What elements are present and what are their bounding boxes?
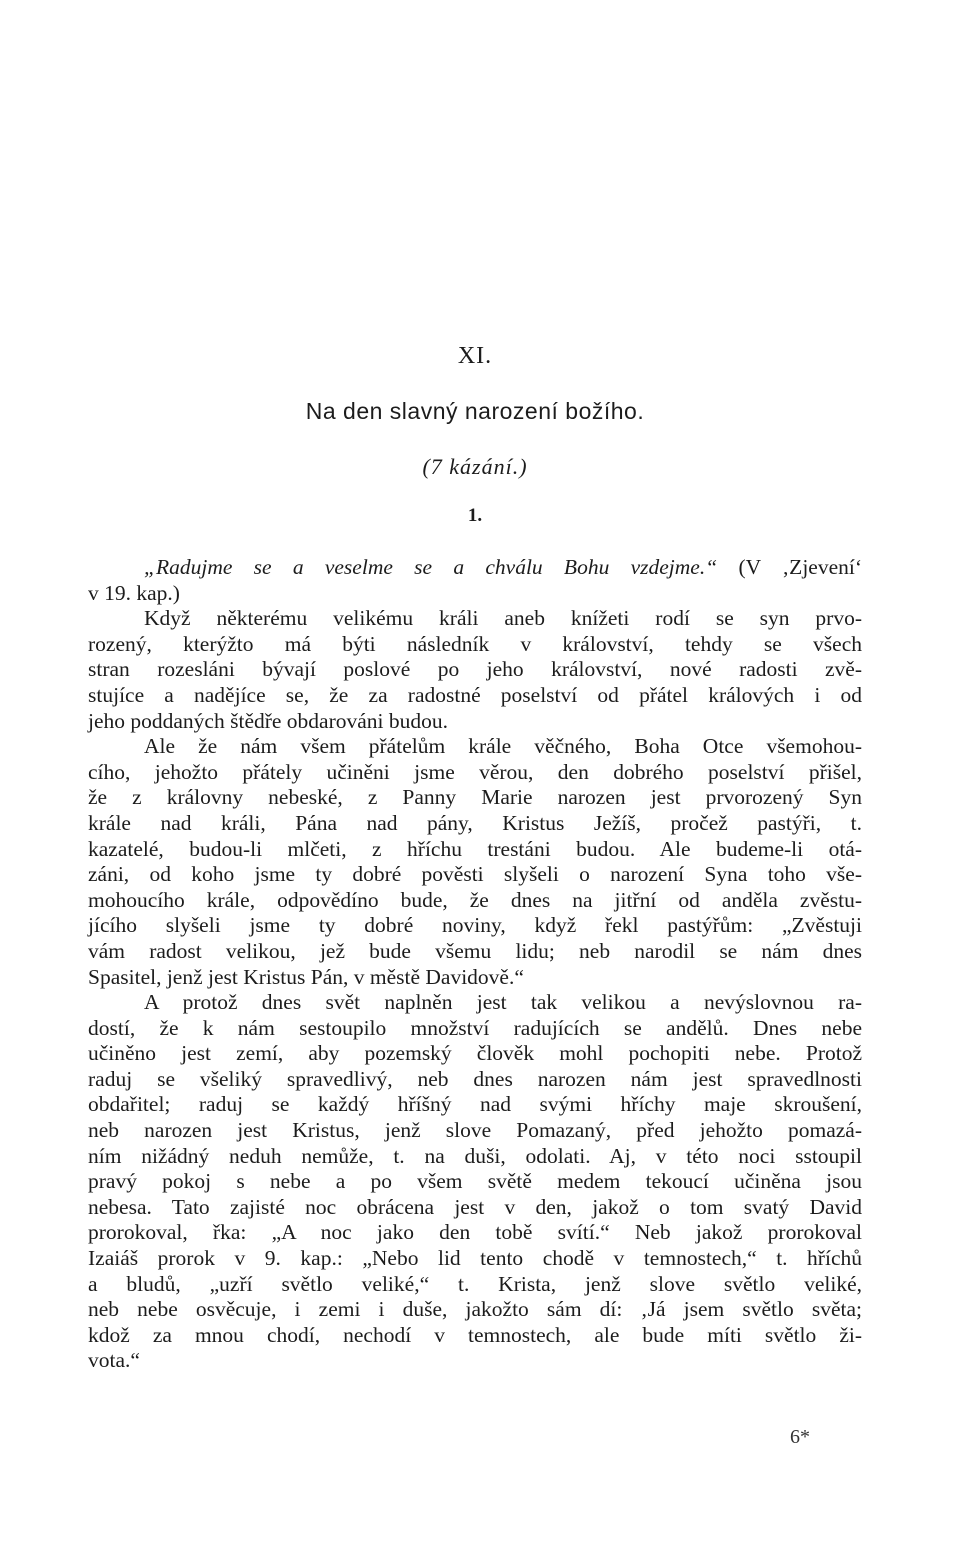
sermon-title: Na den slavný narození božího. [305,398,645,424]
text-line: pravý pokoj s nebe a po všem světě medem tekoucí učiněna jsou [88,1169,862,1194]
sermon-subtitle: (7 kázání.) [422,454,528,479]
text-line: neb narozen jest Kristus, jenž slove Pomazaný, před jehožto pomazá- [88,1118,862,1143]
chapter-number: XI. [457,343,493,369]
text-line: mohoucího krále, odpovědíno bude, že dnes na jitřní od anděla zvěstu- [88,887,862,912]
motto-quote: „Radujme se a veselme se a chválu Bohu vzdejme.“ [144,555,718,579]
paragraph [88,606,862,734]
text-line: ním nižádný neduh nemůže, t. na duši, odolati. Aj, v této noci sstoupil [88,1143,862,1168]
text-line: stran rozesláni bývají poslové po jeho království, nové radosti zvě- [88,657,862,682]
text-line: prorokoval, řka: „A noc jako den tobě svítí.“ Neb jakož prorokoval [88,1220,862,1245]
text-line: že z královny nebeské, z Panny Marie narozen jest prvorozený Syn [88,785,862,810]
text-line: Izaiáš prorok v 9. kap.: „Nebo lid tento chodě v temnostech,“ t. hříchů [88,1246,862,1271]
text-line: krále nad králi, Pána nad pány, Kristus Ježíš, pročež pastýři, t. [88,810,862,835]
text-line: A protož dnes svět naplněn jest tak velikou a nevýslovnou ra- [144,990,862,1015]
text-line: obdařitel; raduj se každý hříšný nad svými hříchy maje skroušení, [88,1092,862,1117]
text-line: jeho poddaných štědře obdarováni budou. [88,708,449,733]
text-line: nebesa. Tato zajisté noc obrácena jest v den, jakož o tom svatý David [88,1194,862,1219]
section-number: 1. [467,505,483,526]
text-line: stujíce a nadějíce se, že za radostné poselství od přátel králových i od [88,682,862,707]
body-text [88,555,862,1374]
text-line: Spasitel, jenž jest Kristus Pán, v městě Davidově.“ [88,964,524,989]
text-line: vám radost velikou, jež bude všemu lidu; neb narodil se nám dnes [88,938,862,963]
text-line: rozený, kterýžto má býti následník v království, tehdy se všech [88,631,862,656]
text-line: a bludů, „uzří světlo veliké,“ t. Krista, jenž slove světlo veliké, [88,1271,862,1296]
motto-reference-end: v 19. kap.) [88,580,180,605]
paragraph [88,990,862,1374]
text-line: Když některému velikému králi aneb knížeti rodí se syn prvo- [144,606,862,631]
text-line: učiněno jest zemí, aby pozemský člověk mohl pochopiti nebe. Protož [88,1041,862,1066]
motto-line [88,555,862,581]
text-line: cího, jehožto přátely učiněni jsme věrou, den dobrého poselství přišel, [88,759,862,784]
text-line: záni, od koho jsme ty dobré pověsti slyšeli o narození Syna toho vše- [88,862,862,887]
text-line: kdož za mnou chodí, nechodí v temnostech, ale bude míti světlo ži- [88,1322,862,1347]
text-line: dostí, že k nám sestoupilo množství radujících se andělů. Dnes nebe [88,1015,862,1040]
text-line: jícího slyšeli jsme ty dobré noviny, když řekl pastýřům: „Zvěstuji [88,913,862,938]
paragraph [88,734,862,990]
paragraphs [88,606,862,1374]
text-line: vota.“ [88,1348,140,1373]
motto-reference-start: (V ‚Zjevení‘ [738,555,863,579]
text-line: Ale že nám všem přátelům krále věčného, Boha Otce všemohou- [144,734,862,759]
text-line: kazatelé, budou-li mlčeti, z hříchu trestáni budou. Ale budeme-li otá- [88,836,862,861]
text-line: neb nebe osvěcuje, i zemi i duše, jakožto sám dí: ‚Já jsem světlo světa; [88,1297,862,1322]
signature-mark: 6* [790,1426,810,1448]
text-line: raduj se všeliký spravedlivý, neb dnes narozen nám jest spravedlnosti [88,1066,862,1091]
